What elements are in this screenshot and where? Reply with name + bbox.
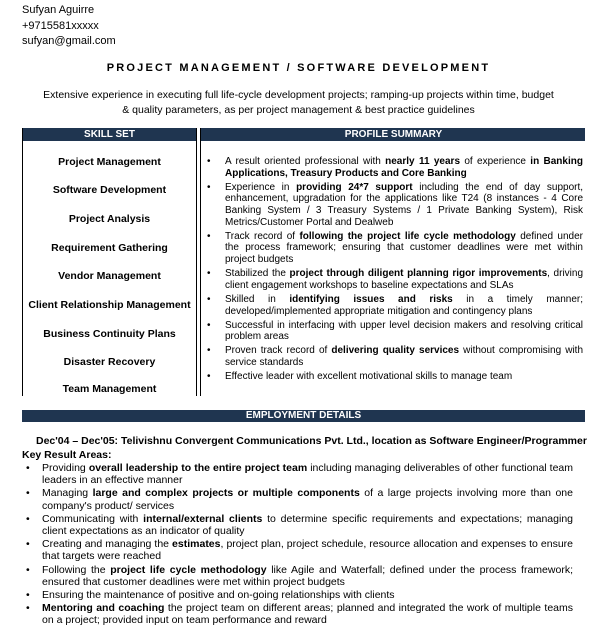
text: Ensuring the maintenance of positive and on-going relationships with clients (42, 588, 395, 601)
key-result-item (26, 602, 573, 627)
text: , project plan, project schedule, resource allocation and expenses to ensure that targets were reached (42, 538, 573, 563)
profile-summary-heading: PROFILE SUMMARY (201, 128, 585, 141)
bullet-icon: • (26, 512, 30, 525)
employment-details-heading: EMPLOYMENT DETAILS (22, 410, 585, 422)
bold-text: internal/external clients (143, 512, 263, 525)
bullet-icon: • (207, 345, 211, 357)
bold-text: project life cycle methodology (110, 563, 267, 576)
bold-text: overall leadership to the entire project team (88, 462, 308, 474)
bold-text: nearly 11 years (385, 156, 460, 167)
profile-summary-item (207, 268, 584, 291)
bold-text: Mentoring and coaching (42, 602, 165, 615)
skill-set-heading: SKILL SET (23, 128, 196, 141)
key-result-item (26, 588, 573, 601)
key-result-item (26, 462, 573, 487)
bullet-icon: • (207, 230, 211, 242)
profile-summary-item (207, 293, 583, 317)
profile-summary-item (207, 345, 584, 369)
bullet-icon: • (26, 588, 30, 601)
profile-summary-item (207, 371, 583, 383)
summary-statement (30, 88, 567, 118)
key-result-areas-label: Key Result Areas: (22, 449, 112, 461)
bold-text: delivering quality services (331, 345, 460, 357)
text: of a large projects involving more than one company's product/ services (42, 487, 573, 512)
text: Creating and managing the (42, 538, 173, 551)
skill-item: Disaster Recovery (63, 356, 156, 368)
bullet-icon: • (26, 602, 30, 615)
key-result-areas-list (26, 462, 573, 627)
text: defined under the process framework; ensuring that customer deadlines were met within project budgets (225, 230, 583, 265)
skill-item: Client Relationship Management (28, 299, 191, 311)
key-result-item (26, 538, 573, 563)
text: Communicating with (42, 512, 144, 525)
bullet-icon: • (26, 462, 30, 474)
profile-summary-column (200, 128, 585, 396)
bullet-icon: • (207, 181, 211, 193)
bold-text: following the project life cycle methodology (299, 230, 516, 242)
bullet-icon: • (207, 319, 211, 331)
skill-item: Requirement Gathering (51, 242, 168, 254)
text: Track record of (225, 230, 300, 242)
skill-item: Project Management (58, 156, 161, 168)
skill-item: Project Analysis (68, 213, 151, 225)
profile-summary-item (207, 156, 583, 179)
profile-summary-item (207, 319, 583, 343)
profile-summary-list (207, 156, 584, 385)
text: without compromising with service standards (225, 345, 584, 369)
skill-item: Vendor Management (58, 270, 161, 282)
text: like Agile and Waterfall; defined under the process framework; ensured that customer deadlines were met within project budgets (42, 563, 573, 588)
bold-text: project through diligent planning rigor improvements (289, 268, 548, 280)
bullet-icon: • (207, 268, 211, 280)
bullet-icon: • (207, 371, 211, 383)
bold-text: identifying issues and risks (289, 293, 453, 305)
bullet-icon: • (26, 538, 30, 551)
summary-line: Extensive experience in executing full life-cycle development projects; ramping-up projects within time, budget (43, 89, 554, 101)
text: Managing (42, 487, 93, 500)
key-result-item (26, 563, 573, 589)
text: Effective leader with excellent motivational skills to manage team (225, 371, 513, 383)
text: Experience in (225, 181, 297, 193)
bold-text: large and complex projects or multiple components (92, 487, 360, 500)
text: Skilled in (225, 293, 290, 305)
skills-profile-box (22, 128, 585, 396)
phone-number: +9715581xxxxx (22, 19, 99, 32)
skill-item: Business Continuity Plans (43, 328, 176, 340)
text: including managing deliverables of other functional team leaders in an effective manner (42, 462, 573, 487)
text: Proven track record of (225, 345, 332, 357)
text: to determine specific requirements and expectations; managing client expectations as an indicator of quality (42, 512, 573, 538)
text: Providing (42, 462, 89, 474)
skill-set-column (22, 128, 197, 396)
bullet-icon: • (207, 293, 211, 305)
candidate-name: Sufyan Aguirre (22, 4, 95, 16)
bullet-icon: • (207, 156, 211, 167)
text: in a timely manner; developed/implemented appropriate mitigation and contingency plans (225, 293, 583, 317)
key-result-item (26, 512, 573, 538)
key-result-item (26, 487, 573, 512)
bold-text: in Banking Applications, Treasury Products and Core Banking (225, 156, 583, 179)
text: , driving client engagement workshops to baseline expectations and SLAs (225, 268, 584, 291)
text: Stabilized the (225, 268, 290, 280)
profile-summary-item (207, 181, 584, 228)
text: Successful in interfacing with upper level decision makers and resolving critical problem areas (225, 319, 583, 343)
skill-item: Team Management (62, 383, 157, 395)
profile-summary-item (207, 230, 583, 266)
text: of experience (460, 156, 531, 167)
contact-block (22, 3, 116, 50)
text: A result oriented professional with (225, 156, 386, 167)
bold-text: providing 24*7 support (296, 181, 413, 193)
bullet-icon: • (26, 487, 30, 500)
skill-item: Software Development (52, 184, 167, 196)
bullet-icon: • (26, 563, 30, 576)
text: Following the (42, 563, 111, 576)
job-title: Dec'04 – Dec'05: Telivishnu Convergent Communications Pvt. Ltd., location as Software Engineer/Programmer (36, 435, 587, 447)
email-address: sufyan@gmail.com (22, 35, 116, 47)
resume-headline: PROJECT MANAGEMENT / SOFTWARE DEVELOPMENT (106, 62, 491, 74)
summary-line: & quality parameters, as per project management & best practice guidelines (122, 104, 475, 116)
bold-text: estimates (172, 538, 221, 551)
text: the project team on different areas; planned and integrated the work of multiple teams on a project; provided input on team performance and reward (42, 602, 573, 627)
text: including the end of day support, enhancement, upgradation for the applications like T24 (8 instances - 4 Core Banking System / 3 Treasury Systems / 1 Private Banking System), Risk Metrics/Customer Portal and Dealweb (225, 181, 584, 228)
